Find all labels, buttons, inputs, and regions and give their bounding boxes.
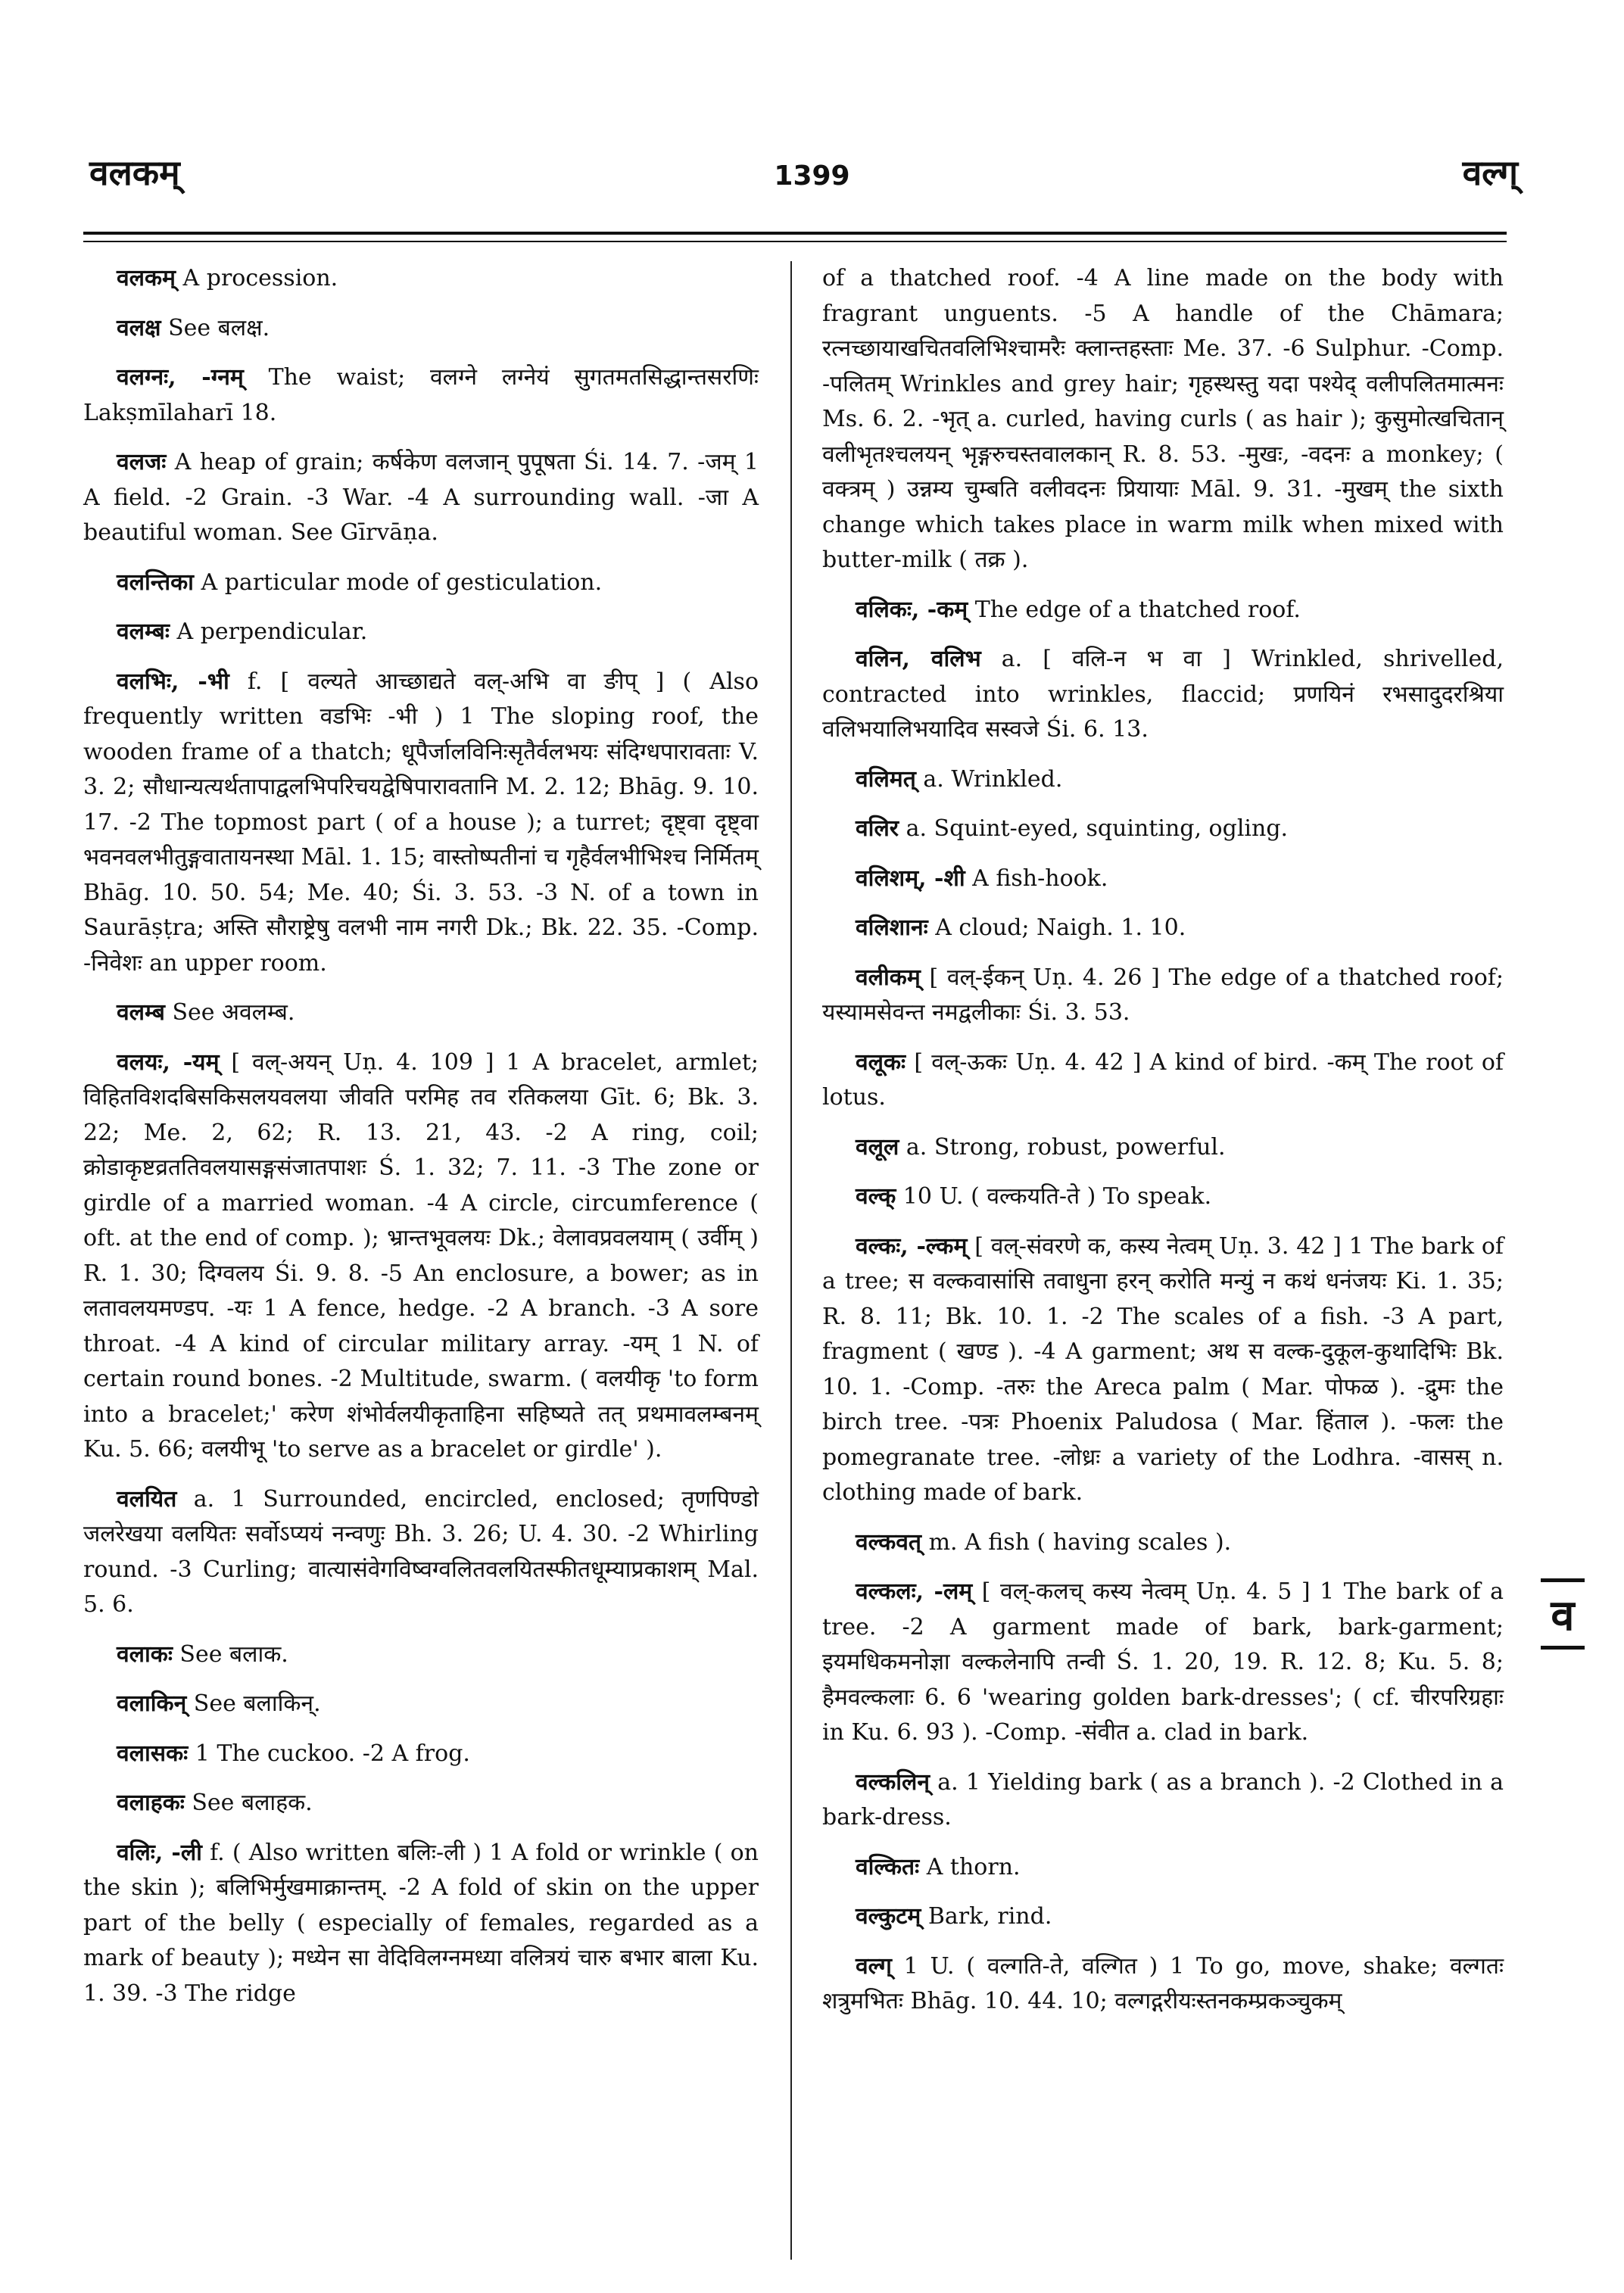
headword: वल्क्	[856, 1183, 896, 1210]
entry-definition: a. Wrinkled.	[915, 765, 1063, 793]
headword: वलिमत्	[856, 765, 916, 793]
headword: वलिकः, -कम्	[856, 596, 968, 623]
headword: वलूकः	[856, 1048, 906, 1076]
headword: वल्कवत्	[856, 1528, 922, 1556]
dictionary-entry	[822, 1179, 1504, 1215]
headword: वलयित	[117, 1485, 177, 1513]
entry-definition: A cloud; Naigh. 1. 10.	[927, 914, 1186, 941]
dictionary-entry	[83, 1482, 759, 1623]
dictionary-entry	[822, 1525, 1504, 1561]
entry-definition: The waist; वलग्ने लग्नेयं सुगतमतसिद्धान्तसरणिः Lakṣmīlaharī 18.	[83, 364, 759, 426]
headword: वलम्ब	[117, 999, 165, 1026]
entry-definition: A perpendicular.	[169, 618, 368, 645]
dictionary-entry	[822, 961, 1504, 1031]
entry-definition: a. Squint-eyed, squinting, ogling.	[899, 815, 1289, 842]
dictionary-entry	[83, 445, 759, 551]
headword: वल्कितः	[856, 1853, 920, 1880]
headword: वलिशम्, -शी	[856, 865, 965, 892]
headword: वलाहकः	[117, 1790, 185, 1816]
dictionary-entry	[83, 1737, 759, 1772]
entry-definition: See बलाक.	[172, 1640, 288, 1668]
header-rule-thin	[83, 241, 1507, 242]
dictionary-entry	[822, 642, 1504, 748]
entry-definition: a. 1 Surrounded, encircled, enclosed; तृणपिण्डो जलरेखया वलयितः सर्वोऽप्ययं नन्वणुः Bh. 3. 26; U. 4. 30. -2 Whirling round. -3 Curling; वात्यासंवेगविष्वग्वलितवलयितस्फीतधूम्याप्रकाशम् Mal. 5. 6.	[83, 1485, 759, 1618]
dictionary-entry	[83, 360, 759, 431]
dictionary-entry	[822, 1765, 1504, 1836]
headword: वलूल	[856, 1133, 899, 1161]
left-column	[83, 261, 759, 2026]
dictionary-entry	[83, 665, 759, 982]
headword: वल्कलिन्	[856, 1768, 930, 1796]
dictionary-entry	[822, 1899, 1504, 1935]
dictionary-entry	[83, 995, 759, 1031]
headword: वलयः, -यम्	[117, 1048, 220, 1076]
dictionary-entry	[83, 1836, 759, 2012]
entry-definition: [ वल्-ईकन् Uṇ. 4. 26 ] The edge of a thatched roof; यस्यामसेवन्त नमद्वलीकाः Śi. 3. 53.	[822, 964, 1504, 1026]
dictionary-entry	[83, 261, 759, 297]
entry-definition: m. A fish ( having scales ).	[921, 1528, 1232, 1556]
entry-definition: a. [ वलि-न भ वा ] Wrinkled, shrivelled, contracted into wrinkles, flaccid; प्रणयिनं रभसादुदरश्रिया वलिभयालिभयादिव सस्वजे Śi. 6. 13.	[822, 646, 1504, 743]
dictionary-entry	[822, 1850, 1504, 1886]
entry-definition: of a thatched roof. -4 A line made on the body with fragrant unguents. -5 A handle of the Chāmara; रत्नच्छायाखचितवलिभिश्चामरैः क्लान्तहस्ताः Me. 37. -6 Sulphur. -Comp. -पलितम् Wrinkles and grey hair; गृहस्थस्तु यदा पश्येद् वलीपलितमात्मनः Ms. 6. 2. -भृत् a. curled, having curls ( as hair ); कुसुमोत्खचितान् वलीभृतश्चलयन् भृङ्गरुचस्तवालकान् R. 8. 53. -मुखः, -वदनः a monkey; ( वक्त्रम् ) उन्नम्य चुम्बति वलीवदनः प्रियायाः Māl. 9. 31. -मुखम् the sixth change which takes place in warm milk when mixed with butter-milk ( तक्र ).	[822, 265, 1504, 573]
entry-definition: a. 1 Yielding bark ( as a branch ). -2 Clothed in a bark-dress.	[822, 1768, 1504, 1830]
headword: वलग्नः, -ग्नम्	[117, 364, 244, 391]
dictionary-entry	[822, 261, 1504, 578]
entry-definition: f. ( Also written बलिः-ली ) 1 A fold or wrinkle ( on the skin ); बलिभिर्मुखमाक्रान्तम्. -2 A fold of skin on the upper part of the belly ( especially of females, regarded as a mark of beauty ); मध्येन सा वेदिविलग्नमध्या वलित्रयं चारु बभार बाला Ku. 1. 39. -3 The ridge	[83, 1839, 759, 2007]
entry-definition: A fish-hook.	[965, 865, 1108, 892]
dictionary-entry	[822, 861, 1504, 897]
headword: वलकम्	[117, 265, 176, 291]
dictionary-entry	[83, 1786, 759, 1821]
entry-definition: 1 The cuckoo. -2 A frog.	[188, 1740, 470, 1767]
headword: वलिर	[856, 815, 899, 842]
headword: वलासकः	[117, 1740, 189, 1767]
column-separator	[790, 261, 792, 2260]
headword: वल्ग्	[856, 1952, 892, 1980]
headword: वलिशानः	[856, 914, 928, 941]
headword: वलाकः	[117, 1640, 173, 1668]
dictionary-entry	[822, 1949, 1504, 2020]
entry-definition: A procession.	[176, 265, 338, 291]
running-head-left: वलकम्	[89, 152, 180, 193]
headword: वल्कः, -ल्कम्	[856, 1232, 968, 1260]
entry-definition: [ वल्-ऊकः Uṇ. 4. 42 ] A kind of bird. -कम् The root of lotus.	[822, 1048, 1504, 1111]
entry-definition: A heap of grain; कर्षकेण वलजान् पुपूषता Śi. 14. 7. -जम् 1 A field. -2 Grain. -3 War. -4 A surrounding wall. -जा A beautiful woman. See Gīrvāṇa.	[83, 449, 759, 546]
headword: वलक्ष	[117, 314, 161, 341]
headword: वलजः	[117, 449, 167, 475]
entry-definition: [ वल्-कलच् कस्य नेत्वम् Uṇ. 4. 5 ] 1 The bark of a tree. -2 A garment made of bark, bark-garment; इयमधिकमनोज्ञा वल्कलेनापि तन्वी Ś. 1. 20, 19. R. 12. 8; Ku. 5. 8; हैमवल्कलाः 6. 6 'wearing golden bark-dresses'; ( cf. चीरपरिग्रहाः in Ku. 6. 93 ). -Comp. -संवीत a. clad in bark.	[822, 1578, 1504, 1746]
entry-definition: See अवलम्ब.	[164, 999, 295, 1026]
dictionary-entry	[822, 593, 1504, 628]
page-number: 1399	[774, 160, 850, 192]
entry-definition: [ वल्-अयन् Uṇ. 4. 109 ] 1 A bracelet, armlet; विहितविशदबिसकिसलयवलया जीवति परमिह तव रतिकलया Gīt. 6; Bk. 3. 22; Me. 2, 62; R. 13. 21, 43. -2 A ring, coil; क्रोडाकृष्टव्रततिवलयासङ्गसंजातपाशः Ś. 1. 32; 7. 11. -3 The zone or girdle of a married woman. -4 A circle, circumference ( oft. at the end of comp. ); भ्रान्तभूवलयः Dk.; वेलावप्रवलयाम् ( उर्वीम् ) R. 1. 30; दिग्वलय Śi. 9. 8. -5 An enclosure, a bower; as in लतावलयमण्डप. -यः 1 A fence, hedge. -2 A branch. -3 A sore throat. -4 A kind of circular military array. -यम् 1 N. of certain round bones. -2 Multitude, swarm. ( वलयीकृ 'to form into a bracelet;' करेण शंभोर्वलयीकृताहिना सहिष्यते तत् प्रथमावलम्बनम् Ku. 5. 66; वलयीभू 'to serve as a bracelet or girdle' ).	[83, 1048, 759, 1463]
headword: वल्कुटम्	[856, 1903, 921, 1930]
entry-definition: 10 U. ( वल्कयति-ते ) To speak.	[896, 1183, 1212, 1210]
right-column	[822, 261, 1504, 2034]
entry-definition: The edge of a thatched roof.	[968, 596, 1301, 623]
headword: वलभिः, -भी	[117, 668, 229, 695]
dictionary-entry	[83, 311, 759, 347]
entry-definition: See बलक्ष.	[161, 314, 270, 341]
headword: वलिः, -ली	[117, 1839, 202, 1866]
dictionary-entry	[822, 1045, 1504, 1116]
entry-definition: f. [ वल्यते आच्छाद्यते वल्-अभि वा ङीप् ] ( Also frequently written वडभिः -भी ) 1 The sloping roof, the wooden frame of a thatch; धूपैर्जालविनिःसृतैर्वलभयः संदिग्धपारावताः V. 3. 2; सौधान्यत्यर्थतापाद्वलभिपरिचयद्वेषिपारावतानि M. 2. 12; Bhāg. 9. 10. 17. -2 The topmost part ( of a house ); a turret; दृष्ट्वा दृष्ट्वा भवनवलभीतुङ्गवातायनस्था Māl. 1. 15; वास्तोष्पतीनां च गृहैर्वलभीभिश्च निर्मितम् Bhāg. 10. 50. 54; Me. 40; Śi. 3. 53. -3 N. of a town in Saurāṣṭra; अस्ति सौराष्ट्रेषु वलभी नाम नगरी Dk.; Bk. 22. 35. -Comp. -निवेशः an upper room.	[83, 668, 759, 977]
headword: वलन्तिका	[117, 569, 194, 596]
header-rule-thick	[83, 232, 1507, 235]
entry-definition: [ वल्-संवरणे क, कस्य नेत्वम् Uṇ. 3. 42 ] 1 The bark of a tree; स वल्कवासांसि तवाधुना हरन् करोति मन्युं न कथं धनंजयः Ki. 1. 35; R. 8. 11; Bk. 10. 1. -2 The scales of a fish. -3 A part, fragment ( खण्ड ). -4 A garment; अथ स वल्क-दुकूल-कुथादिभिः Bk. 10. 1. -Comp. -तरुः the Areca palm ( Mar. पोफळ ). -द्रुमः the birch tree. -पत्रः Phoenix Paludosa ( Mar. हिंताल ). -फलः the pomegranate tree. -लोध्रः a variety of the Lodhra. -वासस् n. clothing made of bark.	[822, 1232, 1504, 1506]
dictionary-entry	[822, 1575, 1504, 1751]
dictionary-entry	[83, 1687, 759, 1722]
dictionary-entry	[83, 1045, 759, 1468]
entry-definition: A thorn.	[919, 1853, 1021, 1880]
headword: वलम्बः	[117, 618, 170, 645]
dictionary-entry	[822, 911, 1504, 946]
thumb-index-tab: व	[1541, 1578, 1585, 1650]
entry-definition: 1 U. ( वल्गति-ते, वल्गित ) 1 To go, move, shake; वल्गतः शत्रुमभितः Bhāg. 10. 44. 10; वल्गद्गरीयःस्तनकम्प्रकञ्चुकम्	[822, 1952, 1504, 2014]
headword: वल्कलः, -लम्	[856, 1578, 973, 1605]
entry-definition: See बलाहक.	[184, 1790, 313, 1816]
dictionary-entry	[822, 1229, 1504, 1511]
running-head-right: वल्ग्	[1462, 152, 1518, 193]
dictionary-entry	[83, 565, 759, 601]
entry-definition: a. Strong, robust, powerful.	[899, 1133, 1226, 1161]
headword: वलीकम्	[856, 964, 921, 991]
headword: वलाकिन्	[117, 1690, 187, 1717]
entry-definition: A particular mode of gesticulation.	[193, 569, 603, 596]
dictionary-entry	[822, 1130, 1504, 1166]
dictionary-entry	[83, 1637, 759, 1673]
dictionary-entry	[83, 615, 759, 650]
headword: वलिन, वलिभ	[856, 646, 981, 672]
entry-definition: Bark, rind.	[921, 1903, 1052, 1930]
entry-definition: See बलाकिन्.	[186, 1690, 321, 1717]
dictionary-entry	[822, 762, 1504, 798]
dictionary-entry	[822, 812, 1504, 847]
